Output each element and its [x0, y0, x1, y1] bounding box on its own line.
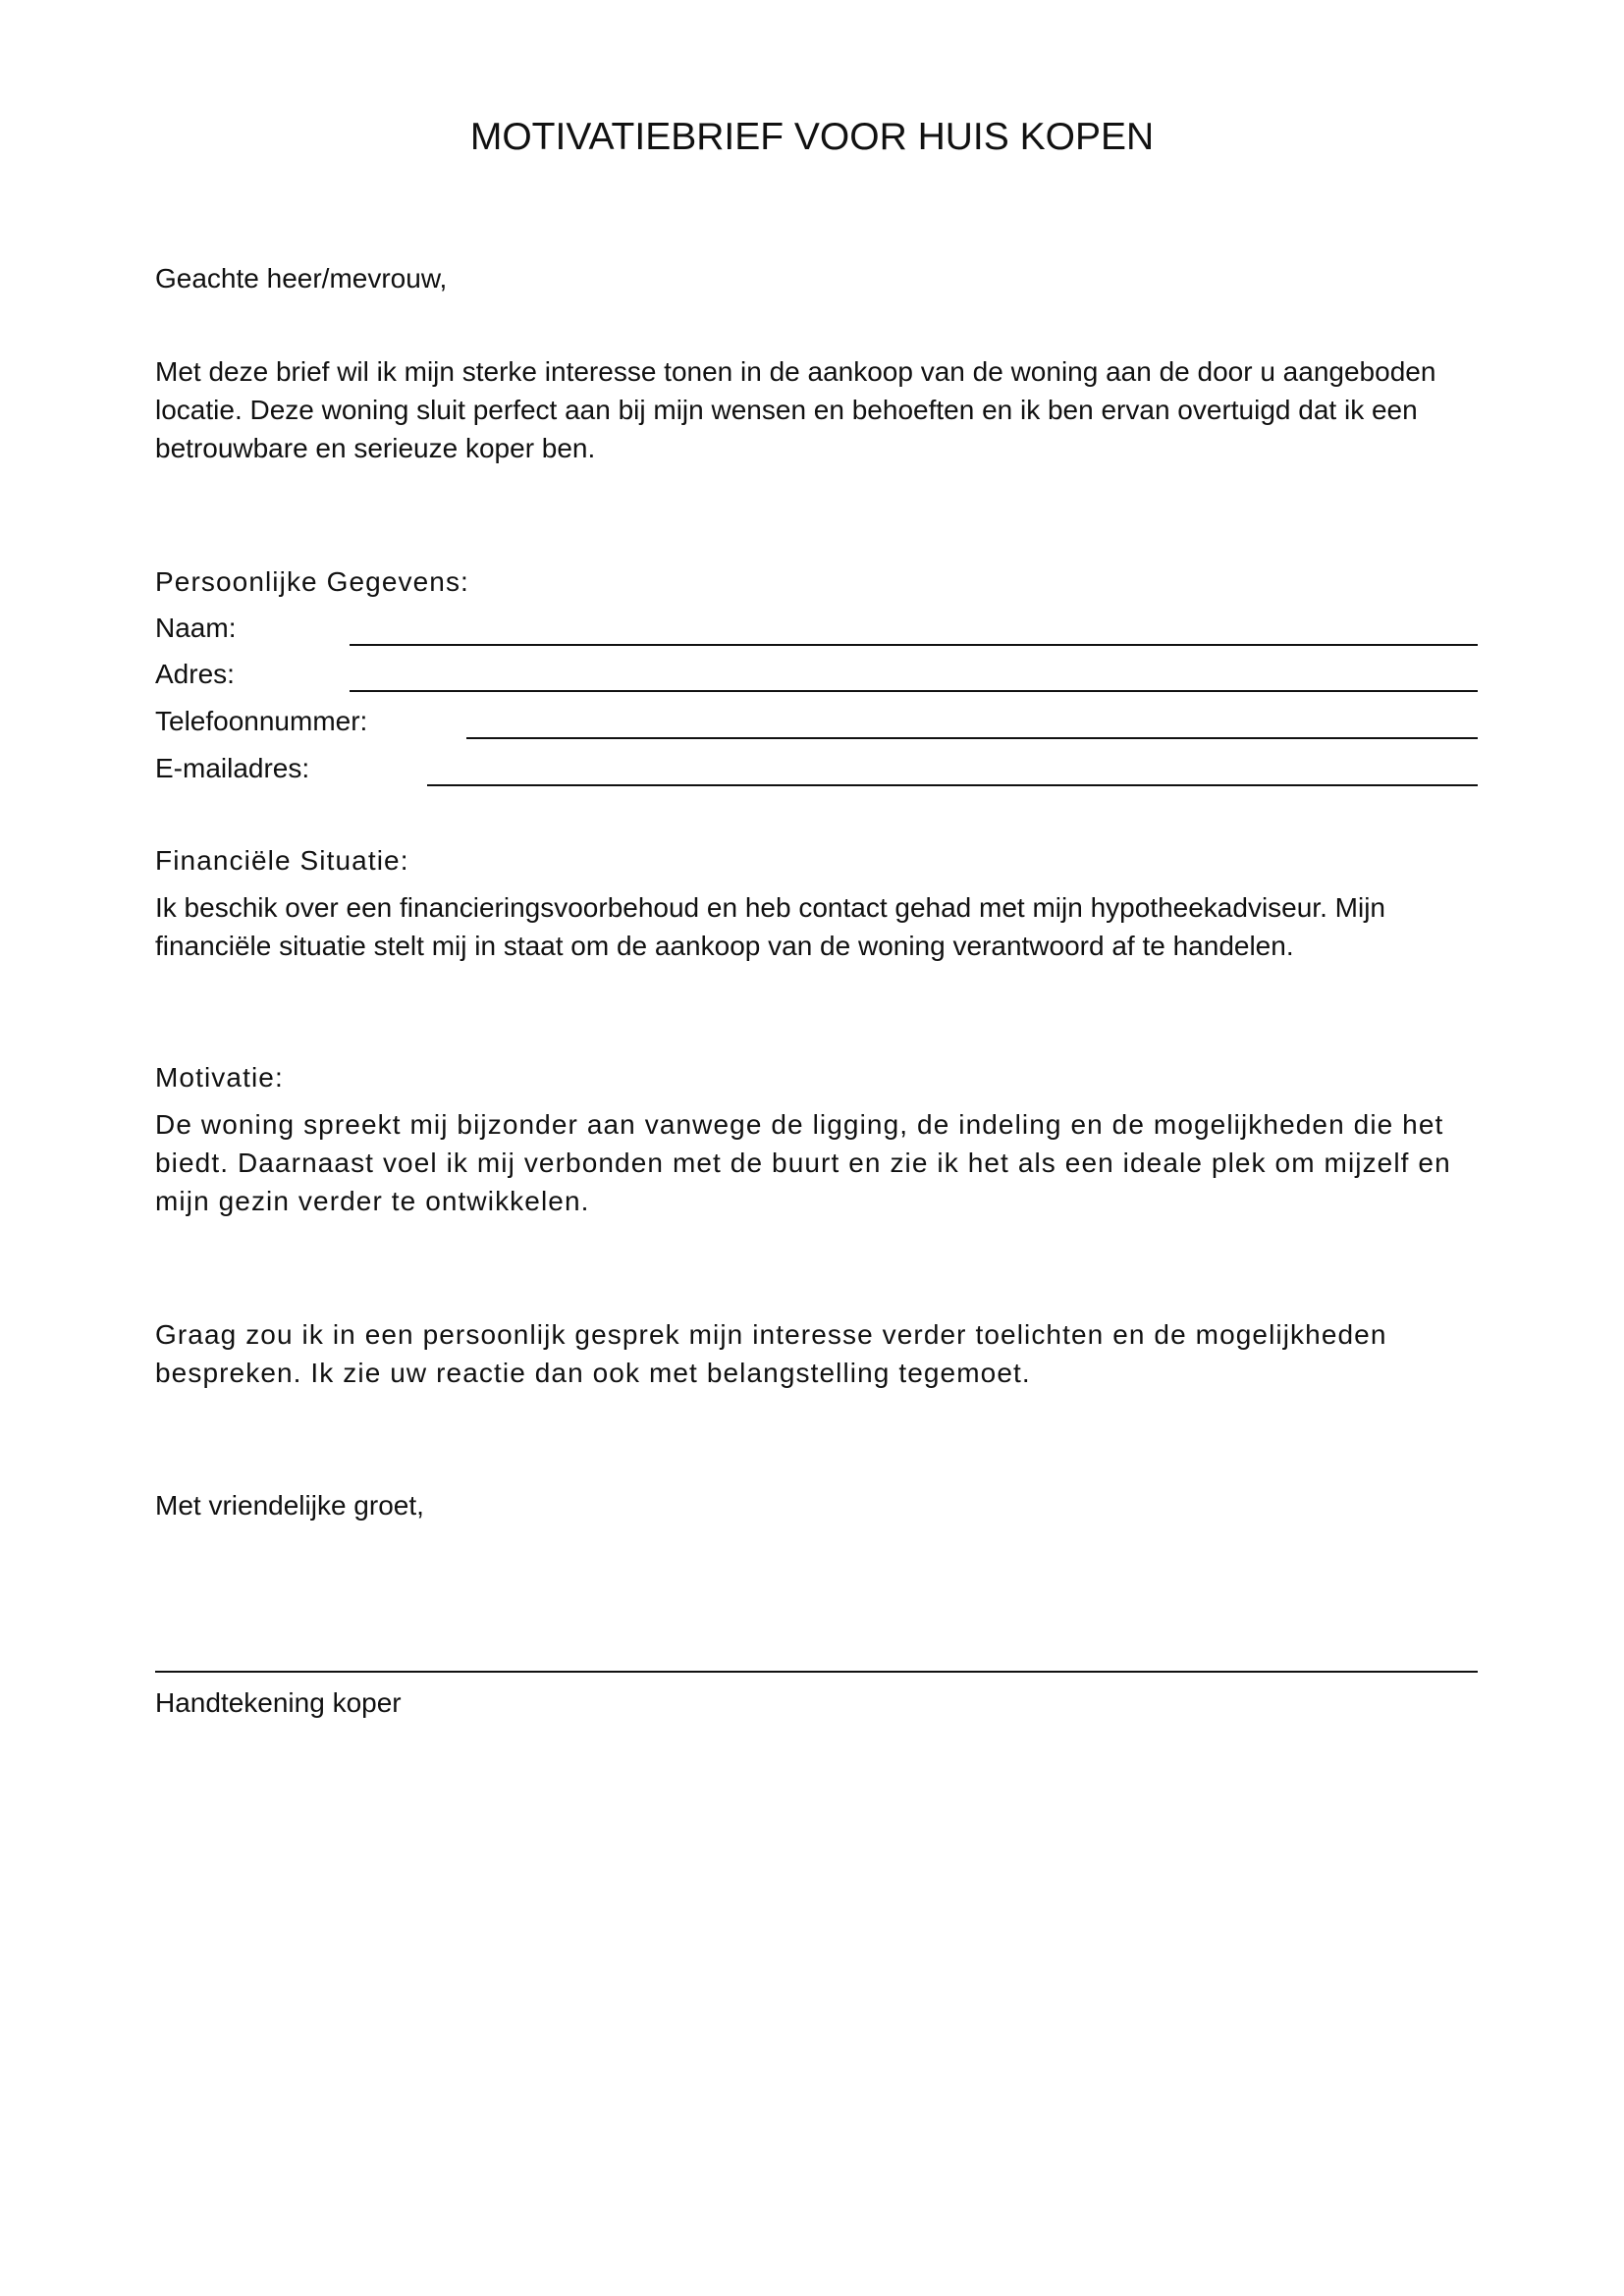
phone-label: Telefoonnummer: [155, 706, 368, 736]
intro-line: locatie. Deze woning sluit perfect aan bij mijn wensen en behoeften en ik ben ervan overtuigd dat ik een [155, 395, 1418, 425]
signature-line[interactable] [155, 1671, 1478, 1673]
email-input-line[interactable] [427, 784, 1478, 786]
address-label: Adres: [155, 659, 235, 689]
motivation-line: mijn gezin verder te ontwikkelen. [155, 1186, 590, 1216]
phone-input-line[interactable] [466, 737, 1478, 739]
name-input-line[interactable] [350, 644, 1478, 646]
closing-greeting: Met vriendelijke groet, [155, 1490, 424, 1521]
personal-details-heading: Persoonlijke Gegevens: [155, 566, 469, 597]
intro-line: Met deze brief wil ik mijn sterke interesse tonen in de aankoop van de woning aan de door u aangeboden [155, 356, 1436, 387]
intro-line: betrouwbare en serieuze koper ben. [155, 433, 596, 463]
signature-label: Handtekening koper [155, 1687, 402, 1718]
financial-heading: Financiële Situatie: [155, 845, 409, 876]
financial-line: financiële situatie stelt mij in staat om de aankoop van de woning verantwoord af te handelen. [155, 931, 1294, 961]
salutation: Geachte heer/mevrouw, [155, 263, 448, 294]
financial-line: Ik beschik over een financieringsvoorbehoud en heb contact gehad met mijn hypotheekadviseur. Mijn [155, 892, 1385, 923]
closing-paragraph-line: Graag zou ik in een persoonlijk gesprek mijn interesse verder toelichten en de mogelijkheden [155, 1319, 1387, 1350]
email-label: E-mailadres: [155, 753, 310, 783]
closing-paragraph-line: bespreken. Ik zie uw reactie dan ook met belangstelling tegemoet. [155, 1358, 1031, 1388]
name-label: Naam: [155, 613, 237, 643]
motivation-heading: Motivatie: [155, 1062, 284, 1093]
motivation-line: biedt. Daarnaast voel ik mij verbonden met de buurt en zie ik het als een ideale plek om mijzelf en [155, 1148, 1451, 1178]
motivation-line: De woning spreekt mij bijzonder aan vanwege de ligging, de indeling en de mogelijkheden die het [155, 1109, 1444, 1140]
address-input-line[interactable] [350, 690, 1478, 692]
document-title: MOTIVATIEBRIEF VOOR HUIS KOPEN [469, 116, 1155, 158]
